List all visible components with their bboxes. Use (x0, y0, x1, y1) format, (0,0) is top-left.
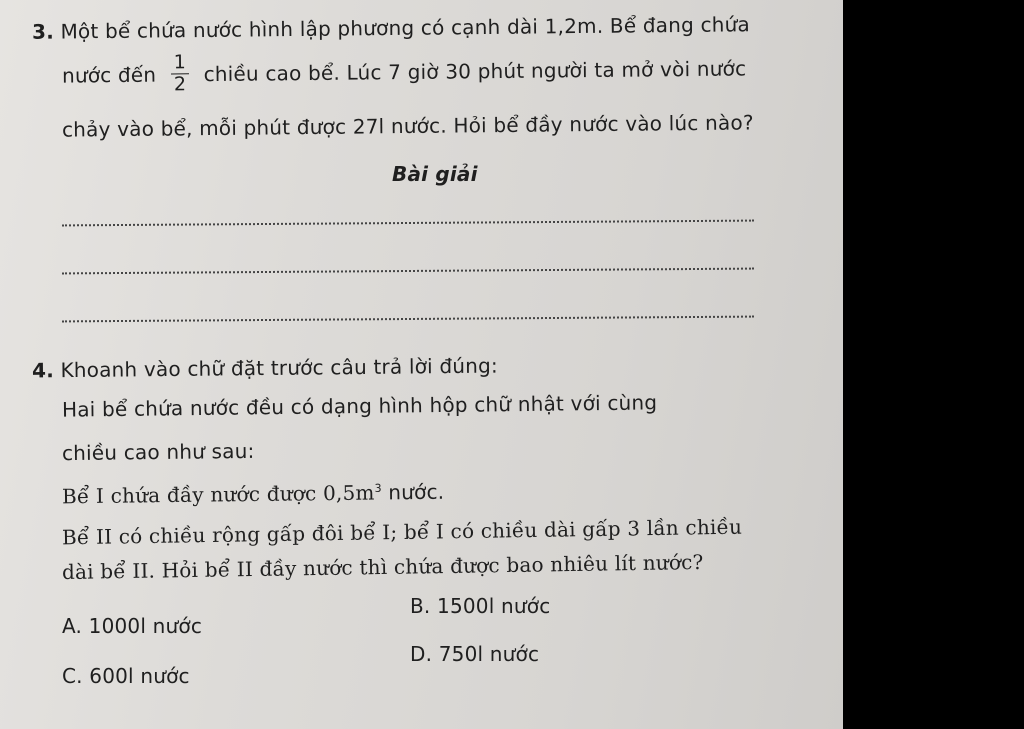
q4-text-3-superscript: 3 (374, 481, 382, 495)
option-d[interactable]: D. 750l nước (410, 642, 540, 666)
q4-line-5: dài bể II. Hỏi bể II đầy nước thì chứa được bao nhiêu lít nước? (61, 549, 704, 585)
q4-text-3a: Bể I chứa đầy nước được 0,5m (61, 480, 375, 509)
q4-line-instruction (32, 354, 498, 383)
option-c[interactable]: C. 600l nước (62, 664, 190, 688)
q3-line-3 (62, 110, 754, 141)
q4-line-2: chiều cao như sau: (61, 438, 255, 466)
option-a[interactable]: A. 1000l nước (62, 614, 203, 638)
answer-line-3 (62, 316, 754, 323)
black-margin (843, 0, 1024, 729)
q3-fraction-denominator: 2 (173, 73, 187, 96)
q4-instruction: Khoanh vào chữ đặt trước câu trả lời đúng: (60, 353, 499, 383)
solution-heading: Bài giải (392, 162, 478, 186)
q3-number: 3. (31, 19, 55, 44)
q3-fraction (171, 52, 190, 95)
q4-line-1: Hai bể chứa nước đều có dạng hình hộp chữ nhật với cùng (61, 390, 658, 422)
q3-text-3: chảy vào bể, mỗi phút được 27l nước. Hỏi bể đầy nước vào lúc nào? (61, 110, 754, 142)
option-b[interactable]: B. 1500l nước (410, 594, 551, 618)
q4-number: 4. (31, 358, 55, 383)
q3-text-1: Một bể chứa nước hình lập phương có cạnh dài 1,2m. Bể đang chứa (60, 12, 751, 44)
q3-line-1 (32, 12, 750, 44)
q4-line-4: Bể II có chiều rộng gấp đôi bể I; bể I có chiều dài gấp 3 lần chiều (61, 514, 743, 550)
q3-fraction-numerator: 1 (171, 52, 190, 74)
q3-line-2 (62, 48, 747, 98)
q3-text-2a: nước đến (61, 62, 157, 88)
answer-line-2 (62, 268, 754, 275)
q4-text-3b: nước. (381, 479, 445, 505)
q4-line-3 (62, 480, 445, 509)
q3-text-2b: chiều cao bể. Lúc 7 giờ 30 phút người ta mở vòi nước (203, 56, 747, 87)
answer-line-1 (62, 220, 754, 227)
